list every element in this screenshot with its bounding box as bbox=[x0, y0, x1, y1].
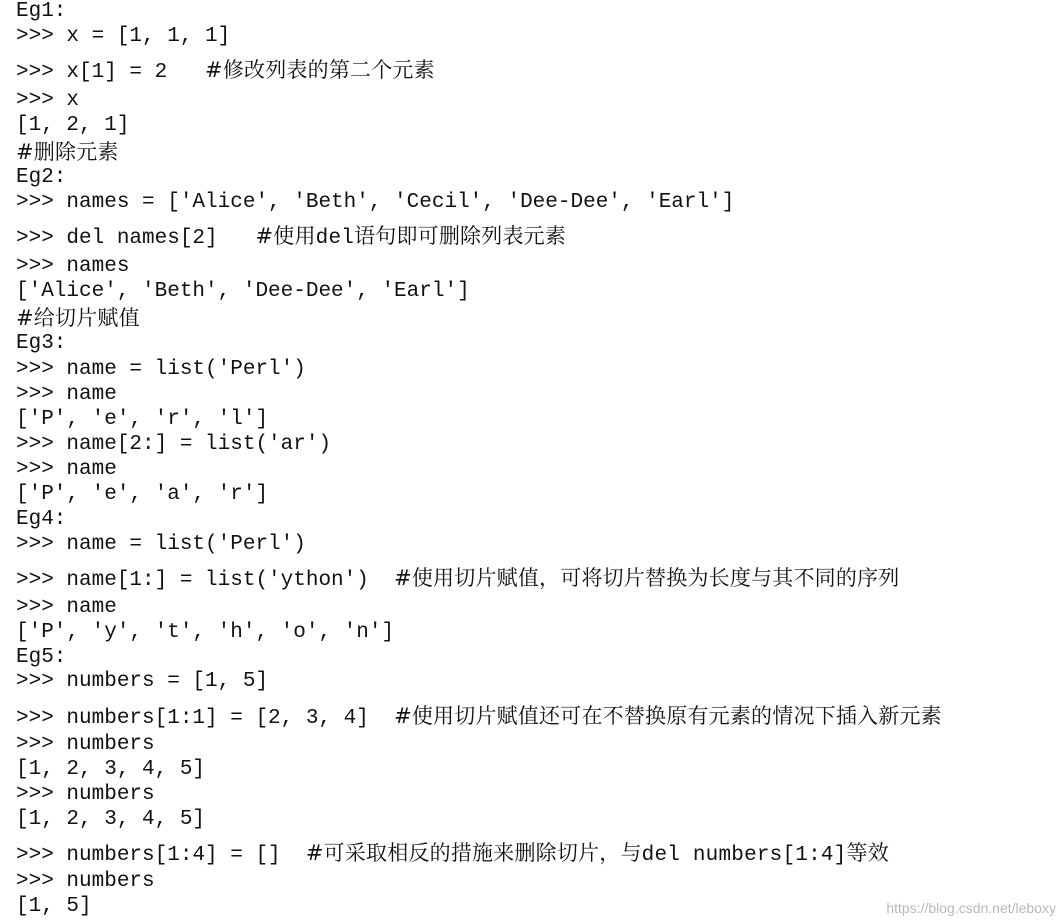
code-text: ['P', 'e', 'r', 'l'] bbox=[16, 408, 269, 431]
code-line bbox=[16, 621, 394, 645]
code-text: >>> name = list('Perl') bbox=[16, 533, 306, 556]
code-text: Eg2: bbox=[16, 166, 67, 189]
code-line bbox=[16, 383, 117, 407]
code-line bbox=[16, 533, 306, 557]
code-comment bbox=[205, 58, 435, 82]
code-text: ['P', 'y', 't', 'h', 'o', 'n'] bbox=[16, 621, 395, 644]
code-text: >>> name bbox=[16, 383, 117, 406]
code-line bbox=[16, 114, 129, 138]
code-text: >>> numbers = [1, 5] bbox=[16, 670, 269, 693]
code-text: Eg5: bbox=[16, 646, 67, 669]
code-line bbox=[16, 895, 92, 919]
comment-prefix: #可采取相反的措施来删除切片，与 bbox=[305, 841, 642, 865]
code-line bbox=[16, 433, 331, 457]
code-text: [1, 2, 1] bbox=[16, 114, 130, 137]
code-line bbox=[16, 733, 155, 757]
code-text: >>> x = [1, 1, 1] bbox=[16, 25, 231, 48]
code-line bbox=[16, 255, 129, 279]
code-line bbox=[16, 191, 734, 215]
comment-text: #修改列表的第二个元素 bbox=[205, 58, 435, 82]
code-line bbox=[16, 358, 306, 382]
code-line bbox=[16, 483, 268, 507]
code-text: >>> del names[2] bbox=[16, 227, 256, 250]
code-text: >>> numbers bbox=[16, 870, 155, 893]
code-line bbox=[16, 646, 66, 670]
code-line bbox=[16, 224, 566, 251]
code-text: [1, 5] bbox=[16, 895, 92, 918]
comment-code: del bbox=[315, 227, 355, 250]
code-text: >>> name = list('Perl') bbox=[16, 358, 306, 381]
code-line bbox=[16, 332, 66, 356]
code-line bbox=[16, 280, 470, 304]
code-line bbox=[16, 841, 889, 868]
comment-text: #使用切片赋值还可在不替换原有元素的情况下插入新元素 bbox=[394, 704, 942, 728]
code-text: Eg3: bbox=[16, 332, 67, 355]
code-text: >>> numbers bbox=[16, 783, 155, 806]
code-text: [1, 2, 3, 4, 5] bbox=[16, 758, 206, 781]
code-line bbox=[16, 89, 79, 113]
code-line bbox=[16, 166, 66, 190]
code-line bbox=[16, 0, 66, 24]
code-text: >>> names = ['Alice', 'Beth', 'Cecil', 'Dee-Dee', 'Earl'] bbox=[16, 191, 735, 214]
code-line bbox=[16, 870, 155, 894]
code-line bbox=[16, 140, 119, 167]
comment-text: #给切片赋值 bbox=[16, 306, 140, 330]
code-document bbox=[16, 0, 1056, 920]
comment-text: 等效 bbox=[846, 841, 889, 865]
code-text: >>> x[1] = 2 bbox=[16, 61, 206, 84]
code-text: >>> names bbox=[16, 255, 130, 278]
code-line bbox=[16, 758, 205, 782]
code-text: >>> name[2:] = list('ar') bbox=[16, 433, 332, 456]
code-text: >>> name bbox=[16, 458, 117, 481]
code-text: Eg1: bbox=[16, 0, 67, 23]
code-line bbox=[16, 808, 205, 832]
watermark: https://blog.csdn.net/leboxy bbox=[886, 900, 1056, 916]
code-text: >>> name[1:] = list('ython') bbox=[16, 569, 395, 592]
comment-text: #使用切片赋值，可将切片替换为长度与其不同的序列 bbox=[394, 566, 900, 590]
code-line bbox=[16, 306, 140, 333]
code-comment bbox=[394, 704, 942, 728]
code-line bbox=[16, 408, 268, 432]
code-line bbox=[16, 508, 66, 532]
code-line bbox=[16, 58, 435, 85]
code-text: ['Alice', 'Beth', 'Dee-Dee', 'Earl'] bbox=[16, 280, 470, 303]
code-text: >>> numbers[1:4] = [] bbox=[16, 844, 306, 867]
comment-prefix: #使用 bbox=[255, 224, 316, 248]
code-comment bbox=[16, 306, 140, 330]
code-comment bbox=[306, 841, 889, 865]
code-text: [1, 2, 3, 4, 5] bbox=[16, 808, 206, 831]
code-line bbox=[16, 458, 117, 482]
code-text: ['P', 'e', 'a', 'r'] bbox=[16, 483, 269, 506]
code-line bbox=[16, 566, 899, 593]
code-text: Eg4: bbox=[16, 508, 67, 531]
code-line bbox=[16, 670, 268, 694]
comment-text: 语句即可删除列表元素 bbox=[354, 224, 567, 248]
code-line bbox=[16, 25, 230, 49]
code-line bbox=[16, 704, 942, 731]
comment-code: del numbers[1:4] bbox=[641, 844, 847, 867]
code-comment bbox=[394, 566, 899, 590]
code-text: >>> x bbox=[16, 89, 80, 112]
code-text: >>> name bbox=[16, 596, 117, 619]
code-line bbox=[16, 596, 117, 620]
code-comment bbox=[255, 224, 566, 248]
code-text: >>> numbers[1:1] = [2, 3, 4] bbox=[16, 707, 395, 730]
code-text: >>> numbers bbox=[16, 733, 155, 756]
code-line bbox=[16, 783, 155, 807]
code-comment bbox=[16, 140, 119, 164]
comment-text: #删除元素 bbox=[16, 140, 119, 164]
